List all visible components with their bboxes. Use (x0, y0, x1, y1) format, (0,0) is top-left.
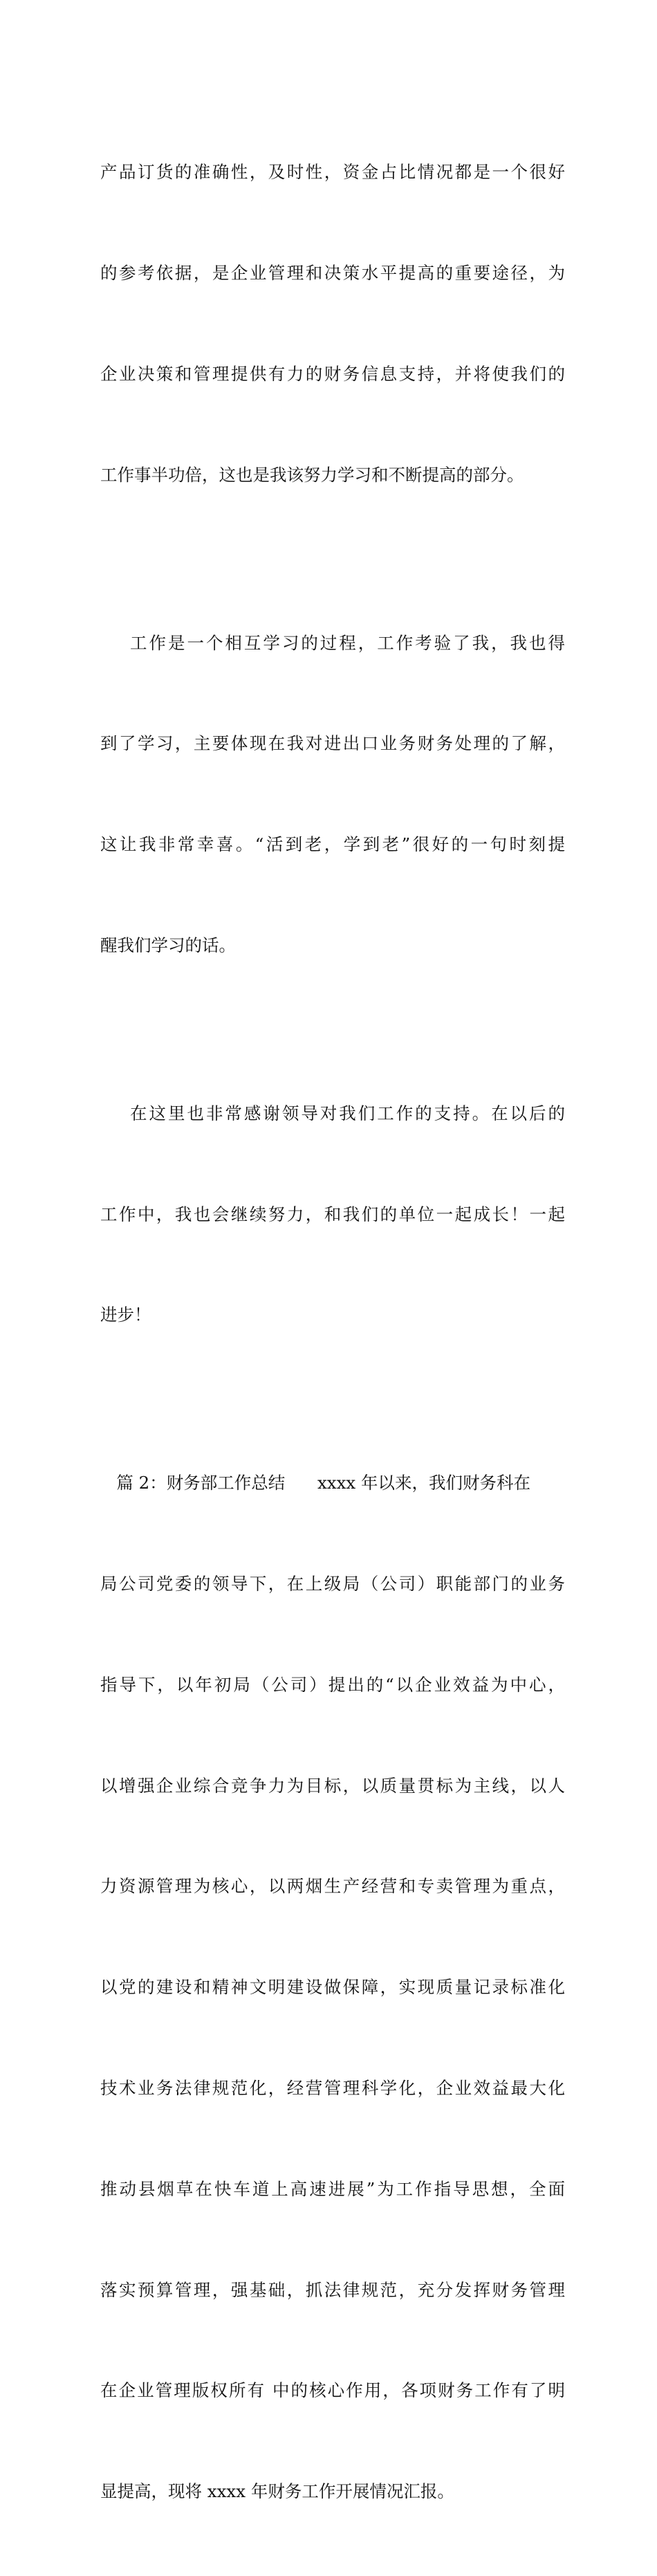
paragraph-4 (100, 1399, 565, 2576)
text-line: 落实预算管理，强基础，抓法律规范，充分发挥财务管理 (100, 2279, 565, 2300)
text-line: 力资源管理为核心，以两烟生产经营和专卖管理为重点， (100, 1876, 565, 1897)
paragraph-3 (100, 1030, 565, 1400)
text-line: 工作是一个相互学习的过程，工作考验了我，我也得 (100, 632, 565, 653)
text-line: 指导下，以年初局（公司）提出的“以企业效益为中心， (100, 1674, 565, 1695)
text-line: 在这里也非常感谢领导对我们工作的支持。在以后的 (100, 1103, 565, 1123)
text-line: 显提高，现将 xxxx 年财务工作开展情况汇报。 (100, 2481, 454, 2502)
text-line: 工作事半功倍，这也是我该努力学习和不断提高的部分。 (100, 464, 524, 485)
text-line: 篇 2：财务部工作总结 xxxx 年以来，我们财务科在 (100, 1473, 531, 1493)
text-line: 推动县烟草在快车道上高速进展”为工作指导思想，全面 (100, 2178, 565, 2199)
text-line: 到了学习，主要体现在我对进出口业务财务处理的了解， (100, 733, 565, 754)
text-line: 局公司党委的领导下，在上级局（公司）职能部门的业务 (100, 1574, 565, 1594)
text-line: 企业决策和管理提供有力的财务信息支持，并将使我们的 (100, 363, 565, 384)
text-line: 技术业务法律规范化，经营管理科学化，企业效益最大化 (100, 2078, 565, 2099)
text-line: 在企业管理版权所有 中的核心作用，各项财务工作有了明 (100, 2380, 565, 2401)
text-line: 产品订货的准确性，及时性，资金占比情况都是一个很好 (100, 162, 565, 183)
text-line: 的参考依据，是企业管理和决策水平提高的重要途径，为 (100, 262, 565, 283)
text-line: 这让我非常幸喜。“活到老，学到老”很好的一句时刻提 (100, 834, 565, 855)
text-line: 以党的建设和精神文明建设做保障，实现质量记录标准化 (100, 1977, 565, 1998)
document-body (100, 89, 565, 2576)
text-line: 进步！ (100, 1305, 151, 1325)
text-line: 以增强企业综合竞争力为目标，以质量贯标为主线，以人 (100, 1775, 565, 1796)
paragraph-1 (100, 89, 565, 559)
text-line: 工作中，我也会继续努力，和我们的单位一起成长！一起 (100, 1204, 565, 1224)
paragraph-2 (100, 559, 565, 1029)
text-line: 醒我们学习的话。 (100, 935, 236, 955)
